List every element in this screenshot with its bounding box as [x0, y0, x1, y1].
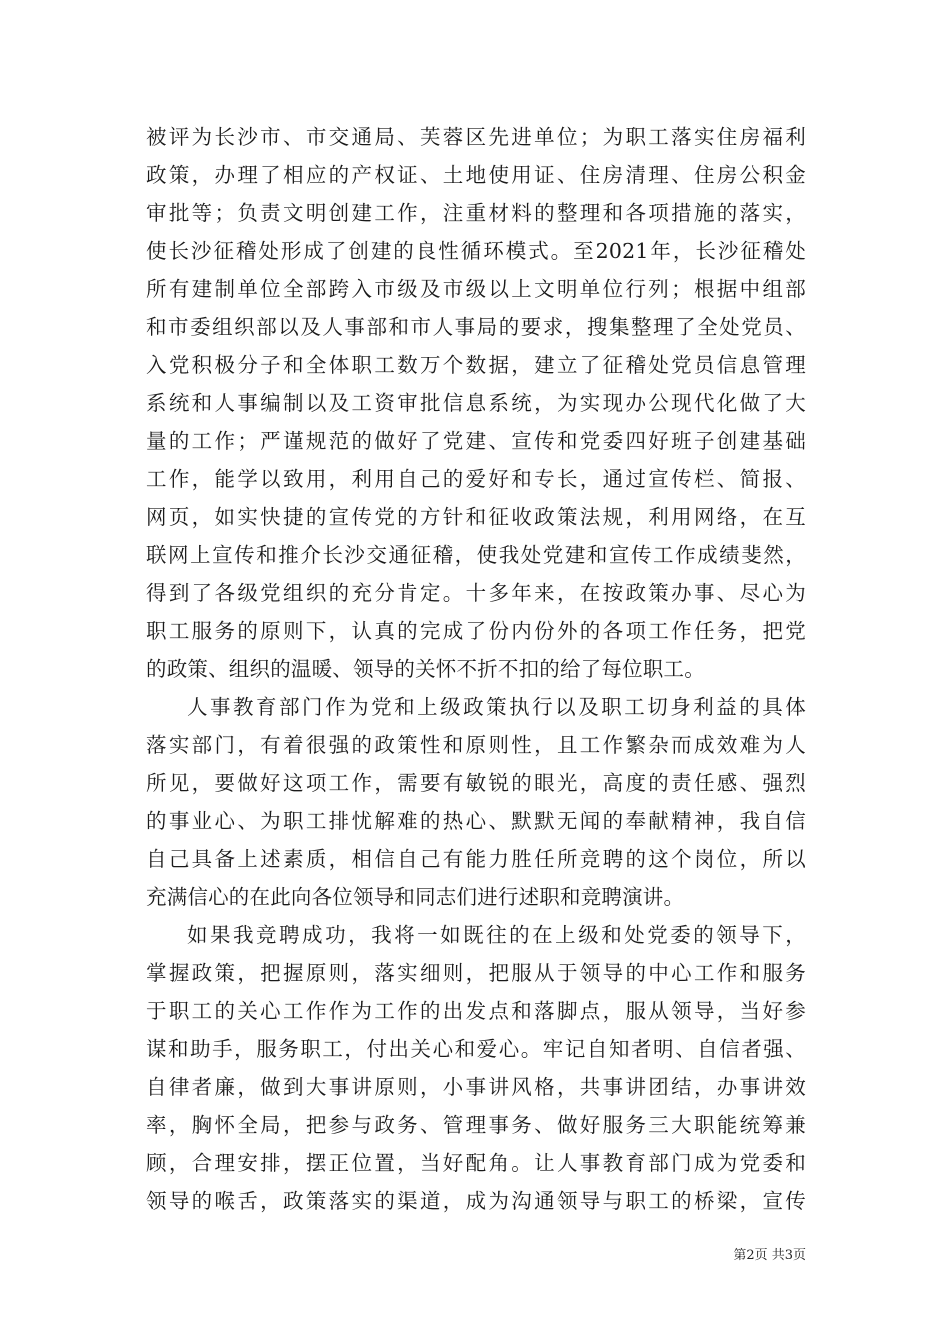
text-line: 和市委组织部以及人事部和市人事局的要求，搜集整理了全处党员、	[146, 315, 806, 339]
text-line: 谋和助手，服务职工，付出关心和爱心。牢记自知者明、自信者强、	[146, 1037, 806, 1061]
page-number: 第2页 共3页	[733, 1248, 806, 1263]
text-line: 自律者廉，做到大事讲原则，小事讲风格，共事讲团结，办事讲效	[146, 1075, 806, 1099]
text-line: 自己具备上述素质，相信自己有能力胜任所竞聘的这个岗位，所以	[146, 847, 806, 871]
text-line: 于职工的关心工作作为工作的出发点和落脚点，服从领导，当好参	[146, 999, 806, 1023]
text-line: 网页，如实快捷的宣传党的方针和征收政策法规，利用网络，在互	[146, 505, 806, 529]
text-line: 顾，合理安排，摆正位置，当好配角。让人事教育部门成为党委和	[146, 1151, 806, 1175]
text-line: 率，胸怀全局，把参与政务、管理事务、做好服务三大职能统筹兼	[146, 1113, 806, 1137]
text-line: 所有建制单位全部跨入市级及市级以上文明单位行列；根据中组部	[146, 277, 806, 301]
text-line: 量的工作；严谨规范的做好了党建、宣传和党委四好班子创建基础	[146, 429, 806, 453]
text-line: 如果我竞聘成功，我将一如既往的在上级和处党委的领导下，	[187, 923, 806, 947]
text-line: 领导的喉舌，政策落实的渠道，成为沟通领导与职工的桥梁，宣传	[146, 1189, 806, 1213]
text-line: 职工服务的原则下，认真的完成了份内份外的各项工作任务，把党	[146, 619, 806, 643]
text-line: 的事业心、为职工排忧解难的热心、默默无闻的奉献精神，我自信	[146, 809, 806, 833]
text-line: 充满信心的在此向各位领导和同志们进行述职和竞聘演讲。	[146, 885, 685, 909]
text-line: 工作，能学以致用，利用自己的爱好和专长，通过宣传栏、简报、	[146, 467, 806, 491]
text-line: 联网上宣传和推介长沙交通征稽，使我处党建和宣传工作成绩斐然，	[146, 543, 806, 567]
text-line: 被评为长沙市、市交通局、芙蓉区先进单位；为职工落实住房福利	[146, 125, 806, 149]
text-line: 落实部门，有着很强的政策性和原则性，且工作繁杂而成效难为人	[146, 733, 806, 757]
text-line: 审批等；负责文明创建工作，注重材料的整理和各项措施的落实，	[146, 201, 806, 225]
text-line: 的政策、组织的温暖、领导的关怀不折不扣的给了每位职工。	[146, 657, 705, 681]
text-line: 掌握政策，把握原则，落实细则，把服从于领导的中心工作和服务	[146, 961, 806, 985]
document-body	[146, 118, 806, 1220]
text-line: 入党积极分子和全体职工数万个数据，建立了征稽处党员信息管理	[146, 353, 806, 377]
text-line: 人事教育部门作为党和上级政策执行以及职工切身利益的具体	[187, 695, 806, 719]
text-line: 得到了各级党组织的充分肯定。十多年来，在按政策办事、尽心为	[146, 581, 806, 605]
text-line: 系统和人事编制以及工资审批信息系统，为实现办公现代化做了大	[146, 391, 806, 415]
text-line: 所见，要做好这项工作，需要有敏锐的眼光，高度的责任感、强烈	[146, 771, 806, 795]
text-line: 政策，办理了相应的产权证、土地使用证、住房清理、住房公积金	[146, 163, 806, 187]
text-line: 使长沙征稽处形成了创建的良性循环模式。至2021年，长沙征稽处	[146, 239, 806, 263]
